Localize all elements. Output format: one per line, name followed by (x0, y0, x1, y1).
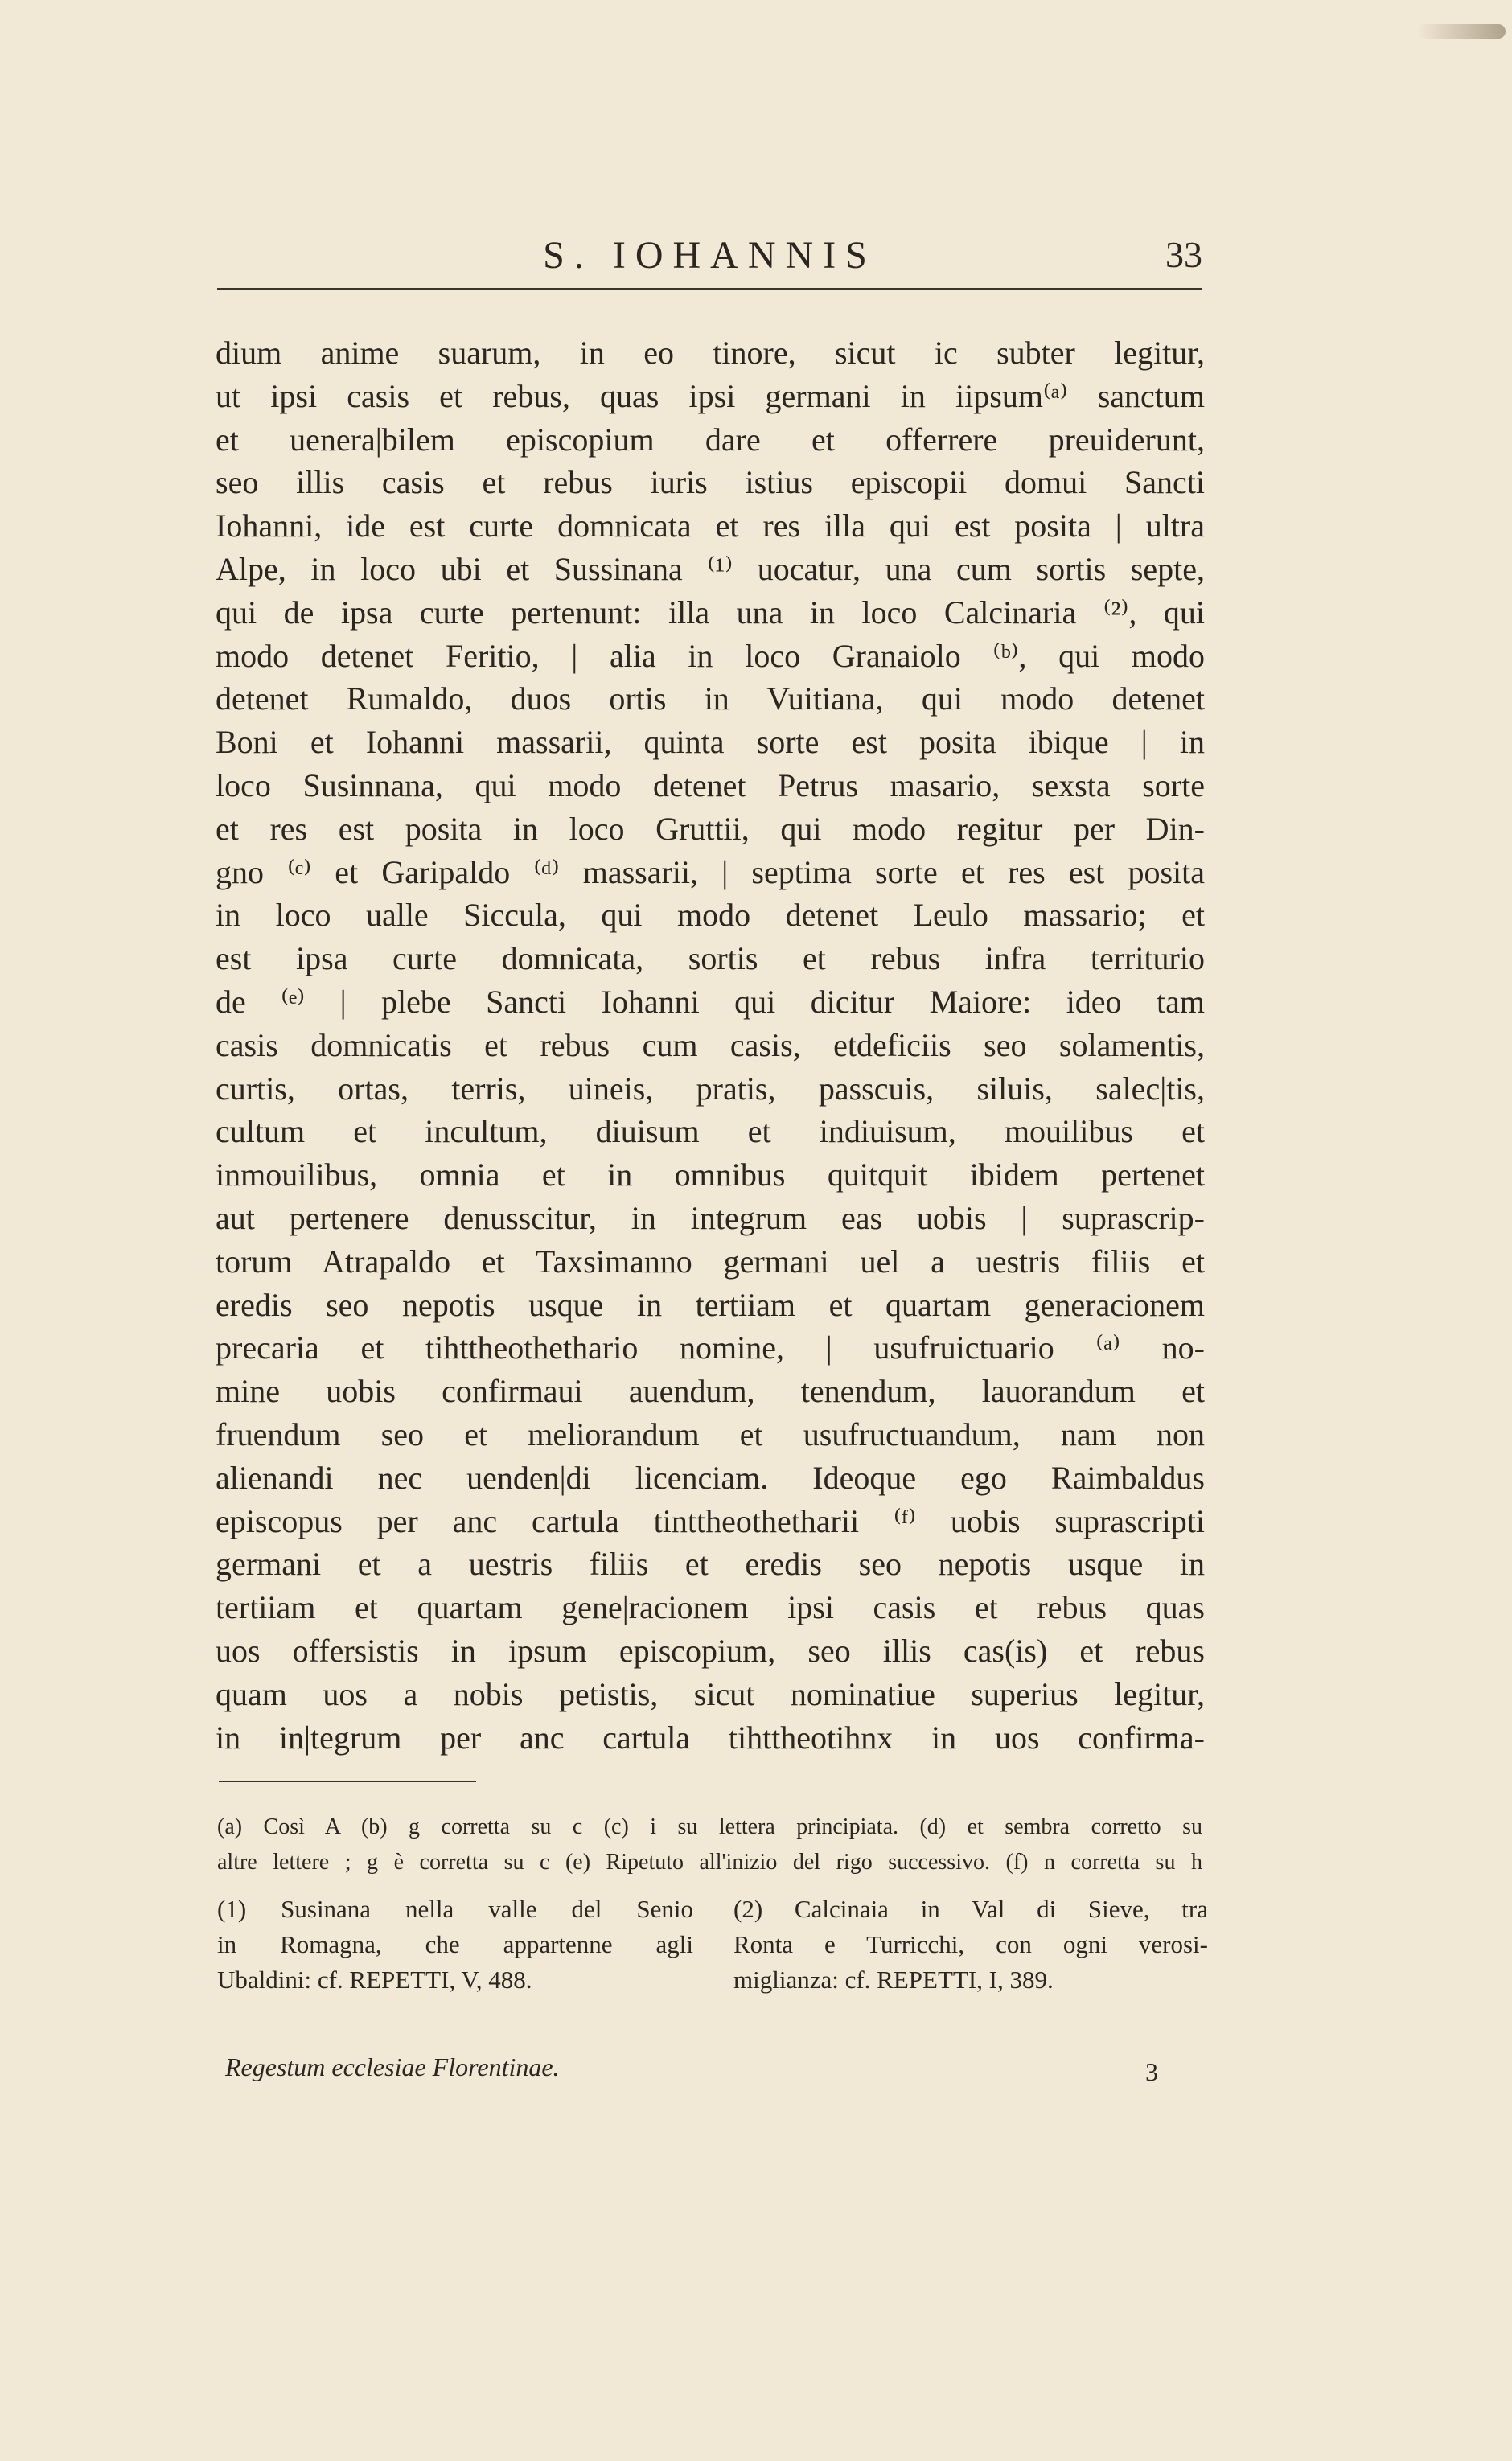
text-line: Boni et Iohanni massarii, quinta sorte est posita ibique | in (216, 724, 1205, 761)
footnote-rule (219, 1781, 476, 1782)
note-line: (2) Calcinaia in Val di Sieve, tra (733, 1895, 1208, 1923)
text-line: in loco ualle Siccula, qui modo detenet Leulo massario; et (216, 897, 1205, 934)
main-text (216, 331, 1205, 1759)
note-line: in Romagna, che appartenne agli (217, 1930, 693, 1958)
text-line: curtis, ortas, terris, uineis, pratis, passcuis, siluis, salec|tis, (216, 1070, 1205, 1107)
text-line: modo detenet Feritio, | alia in loco Granaiolo ⁽ᵇ⁾, qui modo (216, 637, 1205, 674)
header-rule (217, 288, 1202, 290)
text-line: seo illis casis et rebus iuris istius episcopii domui Sancti (216, 464, 1205, 501)
text-line: quam uos a nobis petistis, sicut nominatiue superius legitur, (216, 1675, 1205, 1712)
text-line: casis domnicatis et rebus cum casis, etdeficiis seo solamentis, (216, 1026, 1205, 1063)
note-line: miglianza: cf. REPETTI, I, 389. (733, 1966, 1054, 1994)
text-line: torum Atrapaldo et Taxsimanno germani uel a uestris filiis et (216, 1243, 1205, 1280)
text-line: et res est posita in loco Gruttii, qui modo regitur per Din- (216, 810, 1205, 847)
commentary-note-right (733, 1892, 1208, 1998)
text-line: dium anime suarum, in eo tinore, sicut ic subter legitur, (216, 335, 1205, 371)
text-line: alienandi nec uenden|di licenciam. Ideoque ego Raimbaldus (216, 1459, 1205, 1496)
text-line: ut ipsi casis et rebus, quas ipsi germani in iipsum⁽ᵃ⁾ sanctum (216, 377, 1205, 414)
text-line: inmouilibus, omnia et in omnibus quitquit ibidem pertenet (216, 1157, 1205, 1194)
text-line: mine uobis confirmaui auendum, tenendum, lauorandum et (216, 1373, 1205, 1410)
text-line: cultum et incultum, diuisum et indiuisum, mouilibus et (216, 1113, 1205, 1150)
text-line: et uenera|bilem episcopium dare et offerrere preuiderunt, (216, 421, 1205, 458)
text-line: Alpe, in loco ubi et Sussinana ⁽¹⁾ uocatur, una cum sortis septe, (216, 550, 1205, 587)
apparatus-notes (217, 1810, 1202, 1880)
text-line: Iohanni, ide est curte domnicata et res illa qui est posita | ultra (216, 507, 1205, 544)
note-line: (1) Susinana nella valle del Senio (217, 1895, 693, 1923)
text-line: tertiiam et quartam gene|racionem ipsi casis et rebus quas (216, 1589, 1205, 1626)
text-line: qui de ipsa curte pertenunt: illa una in loco Calcinaria ⁽²⁾, qui (216, 594, 1205, 631)
note-line: Ronta e Turricchi, con ogni verosi- (733, 1930, 1208, 1958)
apparatus-note-line: (a) Così A (b) g corretta su c (c) i su lettera principiata. (d) et sembra corretto su (217, 1814, 1202, 1839)
text-line: de ⁽ᵉ⁾ | plebe Sancti Iohanni qui dicitur Maiore: ideo tam (216, 983, 1205, 1020)
apparatus-note-line: altre lettere ; g è corretta su c (e) Ripetuto all'inizio del rigo successivo. (f) n corretta su h (217, 1850, 1202, 1875)
running-header (217, 233, 1202, 281)
text-line: gno ⁽ᶜ⁾ et Garipaldo ⁽ᵈ⁾ massarii, | septima sorte et res est posita (216, 853, 1205, 890)
volume-title: Regestum ecclesiae Florentinae. (225, 2052, 560, 2081)
text-line: loco Susinnana, qui modo detenet Petrus masario, sexsta sorte (216, 766, 1205, 803)
text-line: precaria et tihttheothethario nomine, | usufruictuario ⁽ᵃ⁾ no- (216, 1329, 1205, 1366)
text-line: fruendum seo et meliorandum et usufructuandum, nam non (216, 1415, 1205, 1452)
signature-mark: 3 (1145, 2057, 1158, 2086)
text-line: germani et a uestris filiis et eredis seo nepotis usque in (216, 1546, 1205, 1583)
page-number: 33 (1165, 234, 1202, 275)
text-line: in in|tegrum per anc cartula tihttheotihnx in uos confirma- (216, 1719, 1205, 1756)
note-line: Ubaldini: cf. REPETTI, V, 488. (217, 1966, 532, 1994)
text-line: detenet Rumaldo, duos ortis in Vuitiana, qui modo detenet (216, 680, 1205, 717)
text-line: episcopus per anc cartula tinttheothetharii ⁽ᶠ⁾ uobis suprascripti (216, 1502, 1205, 1539)
text-line: aut pertenere denusscitur, in integrum eas uobis | suprascrip- (216, 1199, 1205, 1236)
text-line: est ipsa curte domnicata, sortis et rebus infra territurio (216, 940, 1205, 977)
corner-stain (1417, 24, 1506, 39)
running-title: S. IOHANNIS (543, 234, 877, 277)
text-line: eredis seo nepotis usque in tertiiam et quartam generacionem (216, 1286, 1205, 1323)
page-footer (225, 2052, 1158, 2093)
text-line: uos offersistis in ipsum episcopium, seo illis cas(is) et rebus (216, 1632, 1205, 1669)
commentary-note-left (217, 1892, 693, 1998)
